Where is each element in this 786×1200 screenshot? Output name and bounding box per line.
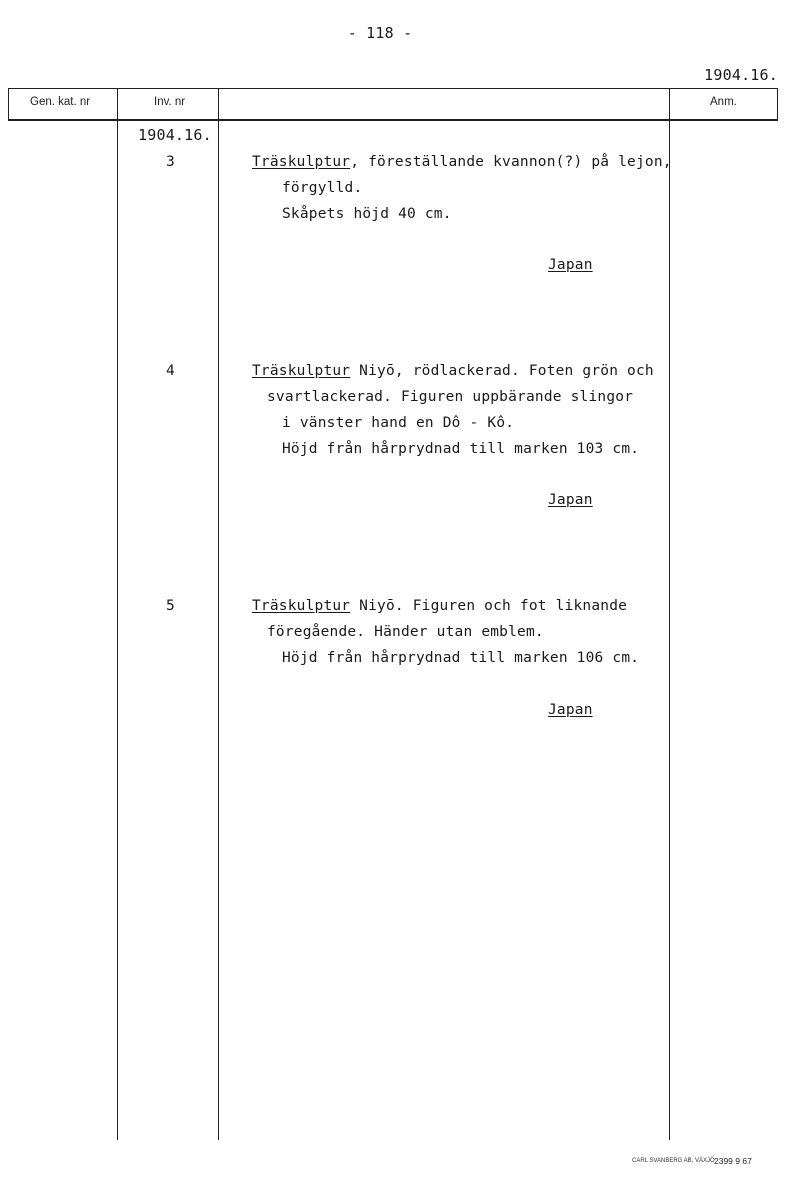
header-year: 1904.16. [704, 66, 778, 84]
header-bottom-rule [8, 119, 778, 121]
entry-line: Höjd från hårprydnad till marken 103 cm. [282, 441, 640, 457]
entry-first-line [252, 598, 627, 614]
column-divider-gen-inv [117, 88, 118, 1140]
inv-number: 3 [166, 154, 175, 170]
header-top-rule [8, 88, 778, 89]
entry-first-line-rest: Niyō. Figuren och fot liknande [350, 598, 628, 614]
page-number: - 118 - [347, 24, 413, 42]
column-header-gen-kat: Gen. kat. nr [30, 96, 91, 108]
header-right-edge [777, 88, 778, 120]
printer-imprint: CARL SVANBERG AB, VÄXJÖ [632, 1158, 715, 1164]
entry-line: svartlackerad. Figuren uppbärande slingor [267, 389, 634, 405]
column-divider-desc-anm [669, 88, 670, 1140]
entry-line: föregående. Händer utan emblem. [267, 624, 544, 640]
header-left-edge [8, 88, 9, 120]
entry-origin: Japan [548, 702, 593, 718]
entry-first-line [252, 363, 654, 379]
entry-first-line-rest: , föreställande kvannon(?) på lejon, [350, 154, 672, 170]
entry-title: Träskulptur [252, 363, 351, 379]
entry-first-line-rest: Niyō, rödlackerad. Foten grön och [350, 363, 654, 379]
entry-first-line [252, 154, 672, 170]
entry-origin: Japan [548, 492, 593, 508]
entry-title: Träskulptur [252, 154, 351, 170]
entry-title: Träskulptur [252, 598, 351, 614]
inv-number: 5 [166, 598, 175, 614]
inv-number: 4 [166, 363, 175, 379]
form-code: 2399 9 67 [714, 1156, 752, 1166]
entry-origin: Japan [548, 257, 593, 273]
column-header-inv: Inv. nr [154, 96, 186, 108]
entry-line: förgylld. [282, 180, 363, 196]
entry-line: i vänster hand en Dô - Kô. [282, 415, 515, 431]
entry-line: Höjd från hårprydnad till marken 106 cm. [282, 650, 640, 666]
column-header-anm: Anm. [710, 96, 737, 108]
group-year: 1904.16. [138, 126, 212, 144]
column-divider-inv-desc [218, 88, 219, 1140]
entry-line: Skåpets höjd 40 cm. [282, 206, 452, 222]
